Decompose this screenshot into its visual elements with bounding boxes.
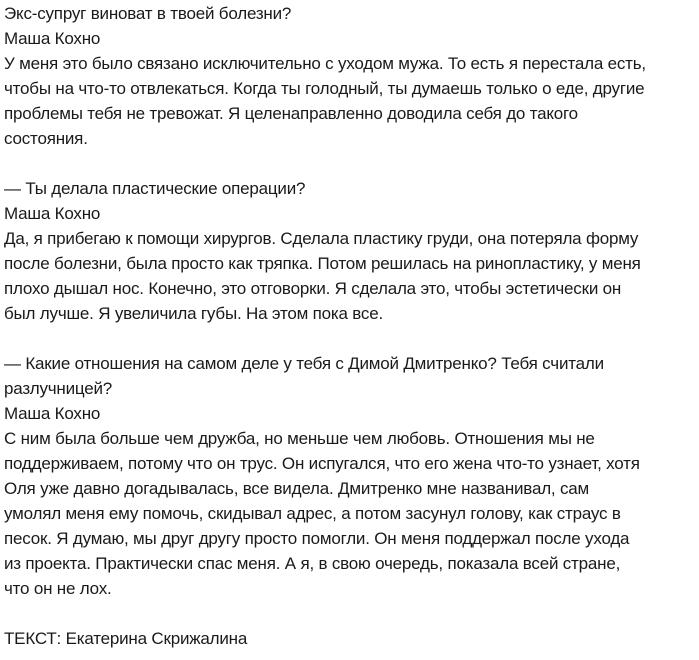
answer-line: чтобы на что-то отвлекаться. Когда ты голодный, ты думаешь только о еде, другие bbox=[4, 79, 645, 98]
answer-line: был лучше. Я увеличила губы. На этом пока все. bbox=[4, 304, 383, 323]
answer-line: песок. Я думаю, мы друг другу просто помогли. Он меня поддержал после ухода bbox=[4, 529, 630, 548]
answer-line: из проекта. Практически спас меня. А я, в свою очередь, показала всей стране, bbox=[4, 554, 621, 573]
author-credit: ТЕКСТ: Екатерина Скрижалина bbox=[4, 629, 248, 648]
answer-line: состояния. bbox=[4, 129, 88, 148]
answer-line: проблемы тебя не тревожат. Я целенаправленно доводила себя до такого bbox=[4, 104, 578, 123]
answer-line: после болезни, была просто как тряпка. Потом решилась на ринопластику, у меня bbox=[4, 254, 641, 273]
paragraph-gap bbox=[4, 601, 699, 626]
speaker-name: Маша Кохно bbox=[4, 29, 101, 48]
paragraph-gap bbox=[4, 151, 699, 176]
answer-line: что он не лох. bbox=[4, 579, 112, 598]
qa-block-2 bbox=[4, 176, 699, 326]
question: — Ты делала пластические операции? bbox=[4, 179, 306, 198]
answer-line: поддерживаем, потому что он трус. Он испугался, что его жена что-то узнает, хотя bbox=[4, 454, 640, 473]
question: Экс-супруг виноват в твоей болезни? bbox=[4, 4, 292, 23]
question-line: — Какие отношения на самом деле у тебя с Димой Дмитренко? Тебя считали bbox=[4, 354, 604, 373]
answer-line: плохо дышал нос. Конечно, это отговорки. Я сделала это, чтобы эстетически он bbox=[4, 279, 622, 298]
paragraph-gap bbox=[4, 326, 699, 351]
qa-block-3 bbox=[4, 351, 699, 601]
answer-line: С ним была больше чем дружба, но меньше чем любовь. Отношения мы не bbox=[4, 429, 595, 448]
answer-line: Да, я прибегаю к помощи хирургов. Сделала пластику груди, она потеряла форму bbox=[4, 229, 639, 248]
question-line: разлучницей? bbox=[4, 379, 113, 398]
qa-block-1 bbox=[4, 1, 699, 151]
answer-line: У меня это было связано исключительно с уходом мужа. То есть я перестала есть, bbox=[4, 54, 646, 73]
speaker-name: Маша Кохно bbox=[4, 204, 101, 223]
answer-line: умолял меня ему помочь, скидывал адрес, а потом засунул голову, как страус в bbox=[4, 504, 621, 523]
speaker-name: Маша Кохно bbox=[4, 404, 101, 423]
answer-line: Оля уже давно догадывалась, все видела. Дмитренко мне названивал, сам bbox=[4, 479, 590, 498]
